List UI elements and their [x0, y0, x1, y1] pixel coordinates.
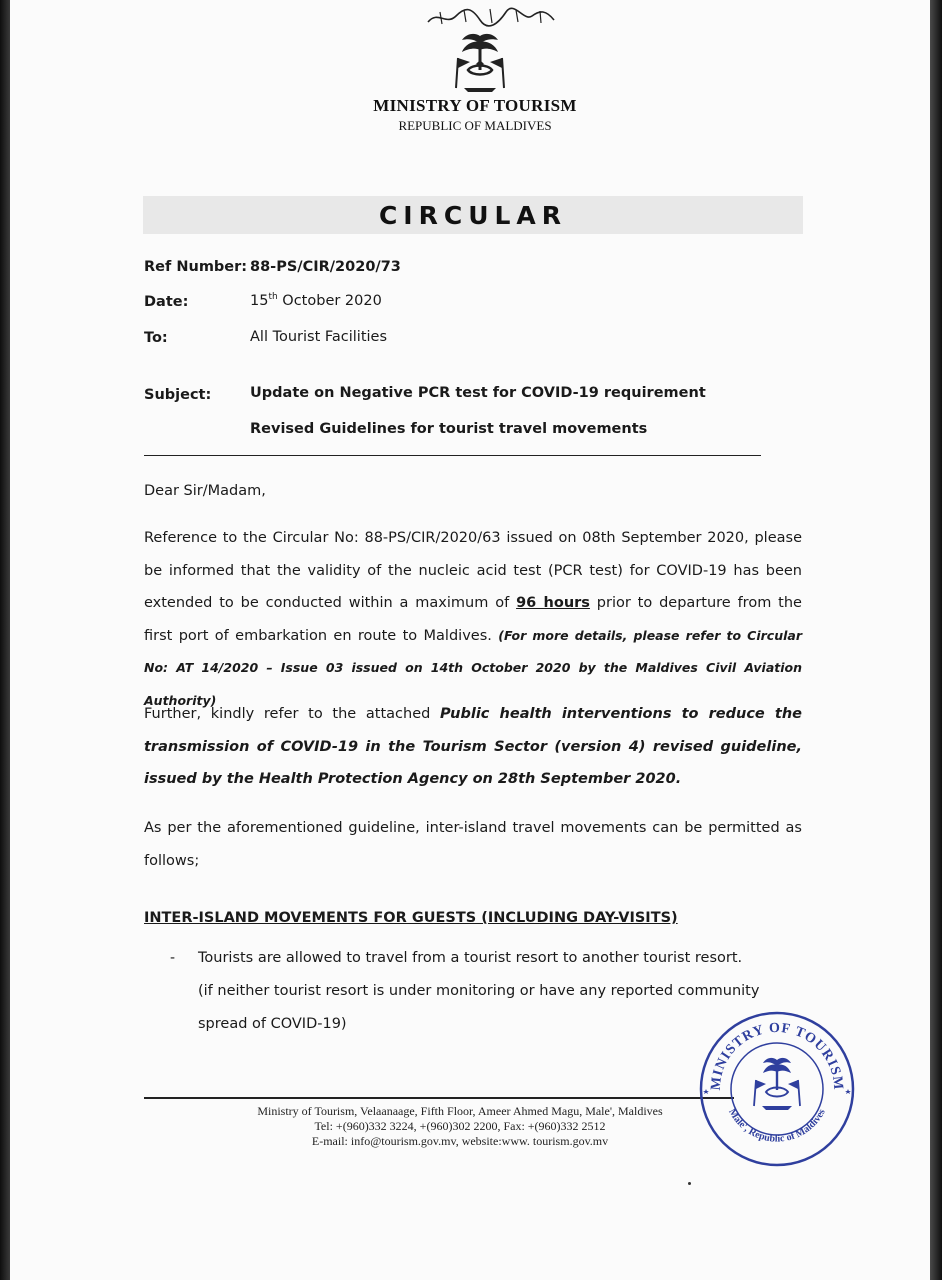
- ref-number-label: Ref Number:: [144, 259, 248, 275]
- paragraph-pcr-validity: Reference to the Circular No: 88-PS/CIR/2020/63 issued on 08th September 2020, please be informed that the validity of the nucleic acid test (PCR test) for COVID-19 has been extended to be conducted within a maximum of 96 hours prior to departure from the first port of embarkation en route to Maldives. (For more details, please refer to Circular No: AT 14/2020 – Issue 03 issued on 14th October 2020 by the Maldives Civil Aviation Authority): [144, 530, 802, 708]
- bullet-line-1: Tourists are allowed to travel from a tourist resort to another tourist resort.: [198, 950, 743, 966]
- subject-line-2: Revised Guidelines for tourist travel movements: [250, 421, 648, 437]
- subject-label: Subject:: [144, 387, 212, 403]
- speck: [688, 1182, 691, 1185]
- maldives-emblem-icon: [450, 30, 510, 96]
- salutation: Dear Sir/Madam,: [144, 483, 266, 499]
- subject-divider: [144, 455, 761, 456]
- date-value: 15th October 2020: [250, 292, 382, 309]
- circular-page: [10, 0, 930, 1280]
- ref-number-value: 88-PS/CIR/2020/73: [250, 259, 401, 275]
- ministry-stamp: [696, 1008, 858, 1170]
- to-label: To:: [144, 330, 168, 346]
- section-heading: INTER-ISLAND MOVEMENTS FOR GUESTS (INCLUDING DAY-VISITS): [144, 910, 678, 926]
- bismillah-calligraphy: [420, 4, 560, 30]
- bullet-dash: -: [170, 950, 176, 966]
- republic-name: REPUBLIC OF MALDIVES: [398, 118, 552, 133]
- footer-phone: Tel: +(960)332 3224, +(960)302 2200, Fax: +(960)332 2512: [314, 1119, 606, 1133]
- paragraph-inter-island: As per the aforementioned guideline, inter-island travel movements can be permitted as follows;: [144, 820, 802, 869]
- scan-edge-right: [930, 0, 942, 1280]
- paragraph-guideline-reference: Further, kindly refer to the attached Public health interventions to reduce the transmission of COVID-19 in the Tourism Sector (version 4) revised guideline, issued by the Health Protection Agency on 28th September 2020.: [144, 706, 802, 787]
- stamp-bottom-text: Male', Republic of Maldives: [726, 1107, 828, 1145]
- ninety-six-hours: 96 hours: [516, 595, 590, 611]
- svg-text:Male', Republic of Maldives: [726, 1107, 828, 1145]
- date-label: Date:: [144, 294, 189, 310]
- ministry-name: MINISTRY OF TOURISM: [373, 96, 577, 115]
- footer-address: Ministry of Tourism, Velaanaage, Fifth Floor, Ameer Ahmed Magu, Male', Maldives: [257, 1104, 663, 1118]
- stamp-top-text: MINISTRY OF TOURISM: [708, 1020, 846, 1092]
- subject-line-1: Update on Negative PCR test for COVID-19 requirement: [250, 385, 706, 401]
- footer-email: E-mail: info@tourism.gov.mv, website:www. tourism.gov.mv: [311, 1134, 609, 1148]
- bullet-line-2: (if neither tourist resort is under monitoring or have any reported community spread of COVID-19): [198, 983, 760, 1032]
- to-value: All Tourist Facilities: [250, 329, 388, 345]
- footer-divider: [144, 1097, 734, 1099]
- circular-title: CIRCULAR: [378, 201, 568, 230]
- scan-edge-left: [0, 0, 10, 1280]
